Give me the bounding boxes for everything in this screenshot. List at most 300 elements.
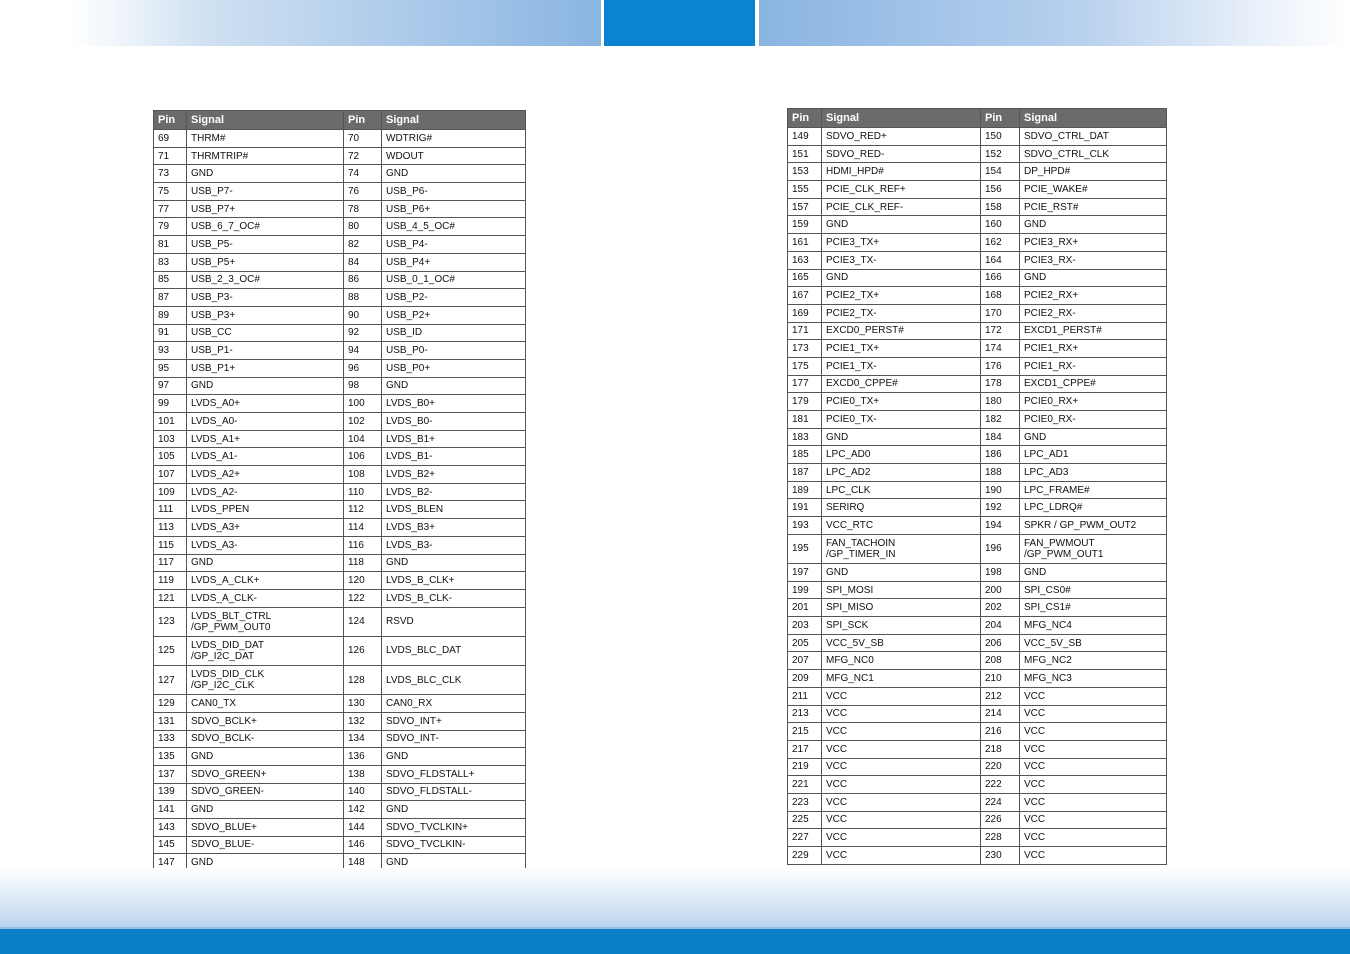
- signal-name: THRMTRIP#: [187, 147, 344, 165]
- table-row: [788, 705, 1167, 723]
- pin-number: 133: [154, 730, 187, 748]
- table-row: [154, 430, 526, 448]
- signal-name: LPC_AD3: [1020, 464, 1167, 482]
- pin-number: 179: [788, 393, 822, 411]
- pin-number: 184: [981, 428, 1020, 446]
- signal-name: VCC: [822, 847, 981, 865]
- signal-name: GND: [1020, 428, 1167, 446]
- table-row: [154, 377, 526, 395]
- signal-name: PCIE3_TX+: [822, 234, 981, 252]
- pin-number: 138: [344, 765, 382, 783]
- table-row: [788, 357, 1167, 375]
- signal-name: USB_P6-: [382, 183, 526, 201]
- pin-number: 150: [981, 128, 1020, 146]
- pin-number: 177: [788, 375, 822, 393]
- table-row: [788, 145, 1167, 163]
- pin-number: 164: [981, 251, 1020, 269]
- pin-number: 183: [788, 428, 822, 446]
- signal-name: SDVO_BLUE-: [187, 836, 344, 854]
- signal-name: WDTRIG#: [382, 130, 526, 148]
- table-row: [788, 234, 1167, 252]
- pin-number: 197: [788, 564, 822, 582]
- signal-name: PCIE_WAKE#: [1020, 181, 1167, 199]
- pin-number: 155: [788, 181, 822, 199]
- pin-number: 194: [981, 517, 1020, 535]
- pin-number: 193: [788, 517, 822, 535]
- signal-name: LPC_CLK: [822, 481, 981, 499]
- pin-number: 142: [344, 801, 382, 819]
- pin-number: 216: [981, 723, 1020, 741]
- signal-name: USB_P5+: [187, 253, 344, 271]
- signal-name: PCIE_CLK_REF-: [822, 198, 981, 216]
- pin-number: 182: [981, 411, 1020, 429]
- signal-name: PCIE3_RX-: [1020, 251, 1167, 269]
- pin-number: 206: [981, 634, 1020, 652]
- signal-name: GND: [822, 216, 981, 234]
- signal-name: USB_P5-: [187, 236, 344, 254]
- signal-name: SPI_SCK: [822, 617, 981, 635]
- pin-number: 199: [788, 581, 822, 599]
- table-row: [788, 287, 1167, 305]
- signal-name: LVDS_BLT_CTRL /GP_PWM_OUT0: [187, 607, 344, 636]
- table-row: [154, 801, 526, 819]
- pin-number: 86: [344, 271, 382, 289]
- table-row: [788, 847, 1167, 865]
- pin-number: 127: [154, 665, 187, 694]
- pin-number: 74: [344, 165, 382, 183]
- table-row: [788, 181, 1167, 199]
- pin-number: 165: [788, 269, 822, 287]
- signal-name: GND: [822, 564, 981, 582]
- pin-number: 77: [154, 200, 187, 218]
- signal-name: VCC: [1020, 793, 1167, 811]
- table-row: [788, 393, 1167, 411]
- signal-name: USB_4_5_OC#: [382, 218, 526, 236]
- header-tab-block: [604, 0, 755, 46]
- signal-name: EXCD1_CPPE#: [1020, 375, 1167, 393]
- header-gradient-left: [0, 0, 601, 46]
- pin-number: 116: [344, 536, 382, 554]
- pin-number: 141: [154, 801, 187, 819]
- pin-number: 180: [981, 393, 1020, 411]
- signal-name: GND: [1020, 216, 1167, 234]
- signal-name: PCIE1_RX+: [1020, 340, 1167, 358]
- signal-name: LVDS_BLC_DAT: [382, 636, 526, 665]
- table-row: [788, 464, 1167, 482]
- pin-number: 129: [154, 695, 187, 713]
- signal-name: SPKR / GP_PWM_OUT2: [1020, 517, 1167, 535]
- signal-name: SPI_MISO: [822, 599, 981, 617]
- signal-name: USB_6_7_OC#: [187, 218, 344, 236]
- table-row: [154, 359, 526, 377]
- table-row: [154, 306, 526, 324]
- table-row: [154, 342, 526, 360]
- pin-number: 186: [981, 446, 1020, 464]
- pin-number: 168: [981, 287, 1020, 305]
- signal-name: LPC_AD0: [822, 446, 981, 464]
- signal-name: SPI_MOSI: [822, 581, 981, 599]
- signal-name: VCC: [822, 687, 981, 705]
- pin-number: 166: [981, 269, 1020, 287]
- table-row: [154, 466, 526, 484]
- signal-name: VCC: [1020, 740, 1167, 758]
- pin-number: 174: [981, 340, 1020, 358]
- pin-number: 178: [981, 375, 1020, 393]
- signal-name: MFG_NC1: [822, 670, 981, 688]
- footer-band: [0, 929, 1350, 954]
- signal-name: GND: [822, 428, 981, 446]
- signal-name: VCC: [822, 723, 981, 741]
- table-row: [788, 776, 1167, 794]
- signal-name: VCC: [1020, 687, 1167, 705]
- signal-name: GND: [1020, 269, 1167, 287]
- pin-number: 159: [788, 216, 822, 234]
- table-row: [154, 783, 526, 801]
- table-row: [788, 269, 1167, 287]
- signal-name: CAN0_TX: [187, 695, 344, 713]
- signal-name: GND: [187, 165, 344, 183]
- pin-number: 154: [981, 163, 1020, 181]
- table-row: [788, 687, 1167, 705]
- pin-number: 85: [154, 271, 187, 289]
- table-row: [788, 163, 1167, 181]
- pin-number: 114: [344, 519, 382, 537]
- table-row: [788, 517, 1167, 535]
- signal-name: GND: [382, 554, 526, 572]
- signal-name: USB_2_3_OC#: [187, 271, 344, 289]
- table-row: [154, 289, 526, 307]
- pin-number: 222: [981, 776, 1020, 794]
- table-row: [154, 695, 526, 713]
- pin-number: 203: [788, 617, 822, 635]
- table-row: [788, 375, 1167, 393]
- signal-name: MFG_NC0: [822, 652, 981, 670]
- pin-number: 195: [788, 534, 822, 563]
- pin-number: 144: [344, 818, 382, 836]
- pin-number: 160: [981, 216, 1020, 234]
- pin-number: 132: [344, 712, 382, 730]
- table-row: [154, 200, 526, 218]
- pin-number: 204: [981, 617, 1020, 635]
- signal-name: USB_P7+: [187, 200, 344, 218]
- pin-number: 143: [154, 818, 187, 836]
- pin-number: 152: [981, 145, 1020, 163]
- signal-name: PCIE2_TX+: [822, 287, 981, 305]
- pin-number: 112: [344, 501, 382, 519]
- signal-name: CAN0_RX: [382, 695, 526, 713]
- pin-number: 151: [788, 145, 822, 163]
- pin-number: 104: [344, 430, 382, 448]
- pin-number: 109: [154, 483, 187, 501]
- pin-number: 209: [788, 670, 822, 688]
- table-row: [154, 748, 526, 766]
- pin-number: 124: [344, 607, 382, 636]
- signal-name: PCIE2_TX-: [822, 304, 981, 322]
- signal-name: SDVO_GREEN+: [187, 765, 344, 783]
- table-row: [154, 536, 526, 554]
- signal-name: LVDS_B2+: [382, 466, 526, 484]
- signal-name: HDMI_HPD#: [822, 163, 981, 181]
- table-row: [788, 670, 1167, 688]
- signal-name: LVDS_BLC_CLK: [382, 665, 526, 694]
- table-row: [154, 712, 526, 730]
- table-row: [788, 599, 1167, 617]
- pin-number: 84: [344, 253, 382, 271]
- pin-table-header-row: [788, 109, 1167, 128]
- pin-number: 227: [788, 829, 822, 847]
- signal-name: LVDS_DID_CLK /GP_I2C_CLK: [187, 665, 344, 694]
- signal-name: EXCD1_PERST#: [1020, 322, 1167, 340]
- pin-number: 120: [344, 572, 382, 590]
- signal-name: LVDS_B0+: [382, 395, 526, 413]
- signal-name: USB_P3-: [187, 289, 344, 307]
- pin-number: 107: [154, 466, 187, 484]
- header-pin: Pin: [788, 109, 822, 128]
- signal-name: SDVO_RED+: [822, 128, 981, 146]
- pin-table-right: [787, 108, 1167, 865]
- table-row: [788, 304, 1167, 322]
- signal-name: MFG_NC3: [1020, 670, 1167, 688]
- signal-name: GND: [382, 165, 526, 183]
- signal-name: SDVO_BCLK-: [187, 730, 344, 748]
- pin-number: 108: [344, 466, 382, 484]
- table-row: [154, 636, 526, 665]
- signal-name: VCC: [1020, 723, 1167, 741]
- table-row: [154, 765, 526, 783]
- pin-number: 192: [981, 499, 1020, 517]
- pin-number: 136: [344, 748, 382, 766]
- table-row: [788, 128, 1167, 146]
- table-row: [154, 413, 526, 431]
- signal-name: PCIE_CLK_REF+: [822, 181, 981, 199]
- pin-number: 130: [344, 695, 382, 713]
- table-row: [788, 581, 1167, 599]
- footer-gradient: [0, 868, 1350, 929]
- table-row: [154, 395, 526, 413]
- header-gradient-right: [759, 0, 1350, 46]
- pin-number: 76: [344, 183, 382, 201]
- pin-number: 96: [344, 359, 382, 377]
- pin-number: 98: [344, 377, 382, 395]
- signal-name: USB_P4+: [382, 253, 526, 271]
- pin-number: 163: [788, 251, 822, 269]
- header-signal: Signal: [382, 111, 526, 130]
- signal-name: USB_P4-: [382, 236, 526, 254]
- pin-number: 202: [981, 599, 1020, 617]
- signal-name: LVDS_B0-: [382, 413, 526, 431]
- signal-name: VCC: [822, 829, 981, 847]
- signal-name: SDVO_BLUE+: [187, 818, 344, 836]
- table-row: [154, 665, 526, 694]
- table-row: [788, 198, 1167, 216]
- signal-name: PCIE0_RX+: [1020, 393, 1167, 411]
- pin-number: 158: [981, 198, 1020, 216]
- pin-number: 220: [981, 758, 1020, 776]
- pin-number: 75: [154, 183, 187, 201]
- signal-name: LVDS_A_CLK-: [187, 589, 344, 607]
- table-row: [154, 483, 526, 501]
- pin-number: 147: [154, 854, 187, 872]
- signal-name: LVDS_A2+: [187, 466, 344, 484]
- pin-number: 153: [788, 163, 822, 181]
- signal-name: LVDS_A0-: [187, 413, 344, 431]
- signal-name: GND: [187, 801, 344, 819]
- table-row: [788, 534, 1167, 563]
- table-row: [154, 147, 526, 165]
- signal-name: THRM#: [187, 130, 344, 148]
- pin-number: 176: [981, 357, 1020, 375]
- pin-number: 87: [154, 289, 187, 307]
- signal-name: PCIE0_RX-: [1020, 411, 1167, 429]
- signal-name: VCC: [1020, 705, 1167, 723]
- table-row: [788, 811, 1167, 829]
- table-row: [154, 236, 526, 254]
- pin-number: 161: [788, 234, 822, 252]
- pin-number: 94: [344, 342, 382, 360]
- signal-name: VCC_5V_SB: [822, 634, 981, 652]
- pin-number: 223: [788, 793, 822, 811]
- signal-name: LVDS_B1+: [382, 430, 526, 448]
- pin-table-left: [153, 110, 526, 872]
- pin-number: 169: [788, 304, 822, 322]
- table-row: [154, 130, 526, 148]
- table-row: [154, 554, 526, 572]
- signal-name: USB_P1-: [187, 342, 344, 360]
- signal-name: FAN_TACHOIN /GP_TIMER_IN: [822, 534, 981, 563]
- pin-number: 115: [154, 536, 187, 554]
- table-row: [154, 165, 526, 183]
- signal-name: LVDS_DID_DAT /GP_I2C_DAT: [187, 636, 344, 665]
- signal-name: SPI_CS0#: [1020, 581, 1167, 599]
- signal-name: LPC_AD2: [822, 464, 981, 482]
- signal-name: GND: [822, 269, 981, 287]
- table-row: [154, 730, 526, 748]
- table-row: [154, 519, 526, 537]
- pin-number: 82: [344, 236, 382, 254]
- signal-name: PCIE_RST#: [1020, 198, 1167, 216]
- pin-number: 91: [154, 324, 187, 342]
- signal-name: LVDS_A2-: [187, 483, 344, 501]
- table-row: [154, 253, 526, 271]
- signal-name: SDVO_INT+: [382, 712, 526, 730]
- table-row: [788, 481, 1167, 499]
- signal-name: USB_0_1_OC#: [382, 271, 526, 289]
- signal-name: LVDS_PPEN: [187, 501, 344, 519]
- signal-name: PCIE1_TX+: [822, 340, 981, 358]
- pin-number: 93: [154, 342, 187, 360]
- table-row: [154, 572, 526, 590]
- pin-number: 162: [981, 234, 1020, 252]
- pin-number: 106: [344, 448, 382, 466]
- pin-number: 208: [981, 652, 1020, 670]
- signal-name: MFG_NC2: [1020, 652, 1167, 670]
- pin-number: 134: [344, 730, 382, 748]
- pin-number: 171: [788, 322, 822, 340]
- pin-number: 90: [344, 306, 382, 324]
- pin-number: 140: [344, 783, 382, 801]
- pin-number: 125: [154, 636, 187, 665]
- signal-name: PCIE2_RX-: [1020, 304, 1167, 322]
- pin-number: 103: [154, 430, 187, 448]
- table-row: [788, 446, 1167, 464]
- pin-number: 157: [788, 198, 822, 216]
- pin-number: 156: [981, 181, 1020, 199]
- pin-number: 92: [344, 324, 382, 342]
- signal-name: PCIE2_RX+: [1020, 287, 1167, 305]
- table-row: [154, 589, 526, 607]
- table-row: [788, 322, 1167, 340]
- signal-name: VCC: [1020, 847, 1167, 865]
- pin-number: 188: [981, 464, 1020, 482]
- table-row: [788, 216, 1167, 234]
- signal-name: LVDS_B1-: [382, 448, 526, 466]
- signal-name: LVDS_A_CLK+: [187, 572, 344, 590]
- pin-number: 110: [344, 483, 382, 501]
- signal-name: PCIE3_RX+: [1020, 234, 1167, 252]
- table-row: [788, 499, 1167, 517]
- signal-name: LPC_LDRQ#: [1020, 499, 1167, 517]
- signal-name: VCC: [822, 740, 981, 758]
- signal-name: EXCD0_CPPE#: [822, 375, 981, 393]
- signal-name: EXCD0_PERST#: [822, 322, 981, 340]
- table-row: [788, 251, 1167, 269]
- pin-number: 190: [981, 481, 1020, 499]
- table-row: [788, 564, 1167, 582]
- table-row: [788, 411, 1167, 429]
- signal-name: PCIE3_TX-: [822, 251, 981, 269]
- signal-name: GND: [382, 748, 526, 766]
- signal-name: LVDS_BLEN: [382, 501, 526, 519]
- header-signal: Signal: [822, 109, 981, 128]
- signal-name: USB_P0+: [382, 359, 526, 377]
- signal-name: LVDS_A3-: [187, 536, 344, 554]
- pin-number: 121: [154, 589, 187, 607]
- pin-number: 185: [788, 446, 822, 464]
- table-row: [154, 836, 526, 854]
- signal-name: GND: [1020, 564, 1167, 582]
- table-row: [154, 324, 526, 342]
- signal-name: SPI_CS1#: [1020, 599, 1167, 617]
- signal-name: SDVO_TVCLKIN-: [382, 836, 526, 854]
- pin-number: 211: [788, 687, 822, 705]
- table-row: [788, 740, 1167, 758]
- pin-number: 137: [154, 765, 187, 783]
- pin-number: 146: [344, 836, 382, 854]
- pin-number: 212: [981, 687, 1020, 705]
- signal-name: VCC_RTC: [822, 517, 981, 535]
- signal-name: GND: [187, 748, 344, 766]
- pin-number: 102: [344, 413, 382, 431]
- pin-number: 131: [154, 712, 187, 730]
- pin-number: 215: [788, 723, 822, 741]
- pin-number: 198: [981, 564, 1020, 582]
- pin-number: 126: [344, 636, 382, 665]
- pin-number: 196: [981, 534, 1020, 563]
- signal-name: USB_P2-: [382, 289, 526, 307]
- pin-number: 201: [788, 599, 822, 617]
- signal-name: USB_CC: [187, 324, 344, 342]
- header-pin: Pin: [154, 111, 187, 130]
- signal-name: PCIE1_TX-: [822, 357, 981, 375]
- signal-name: SDVO_TVCLKIN+: [382, 818, 526, 836]
- pin-number: 217: [788, 740, 822, 758]
- signal-name: LVDS_B2-: [382, 483, 526, 501]
- pin-number: 167: [788, 287, 822, 305]
- signal-name: VCC: [1020, 758, 1167, 776]
- signal-name: SDVO_BCLK+: [187, 712, 344, 730]
- table-row: [154, 607, 526, 636]
- pin-number: 172: [981, 322, 1020, 340]
